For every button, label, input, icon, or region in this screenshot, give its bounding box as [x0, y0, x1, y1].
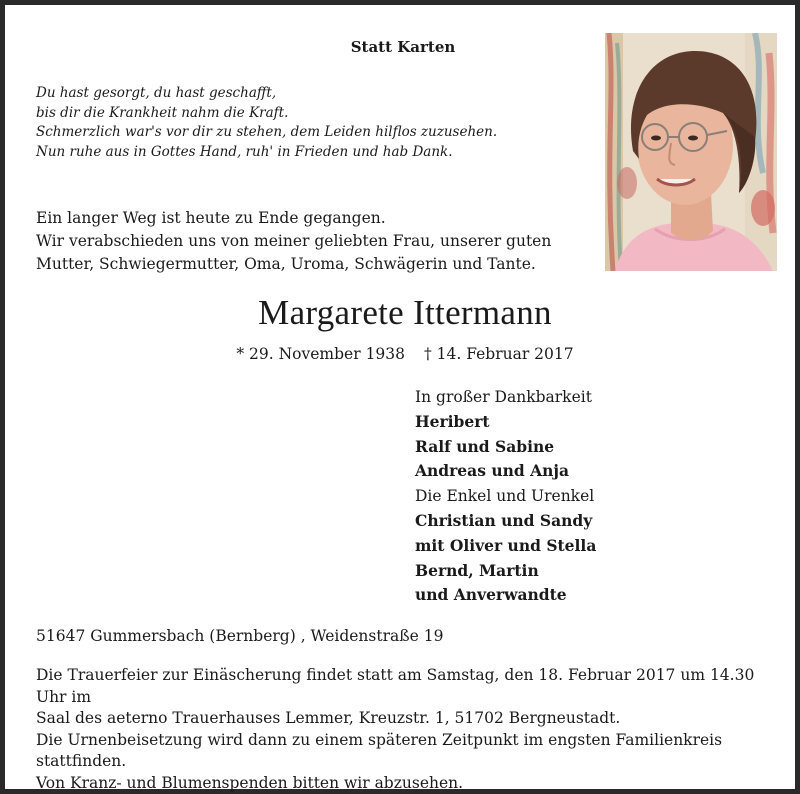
birth-date: * 29. November 1938: [236, 345, 406, 363]
intro-line: Ein langer Weg ist heute zu Ende gegangen.: [36, 209, 386, 227]
intro-line: Mutter, Schwiegermutter, Oma, Uroma, Schwägerin und Tante.: [36, 255, 536, 273]
notice-line: Von Kranz- und Blumenspenden bitten wir abzusehen.: [36, 773, 464, 792]
notice-line: stattfinden.: [36, 752, 127, 770]
heading: Statt Karten: [350, 38, 456, 56]
poem-line: Schmerzlich war's vor dir zu stehen, dem Leiden hilflos zuzusehen.: [36, 124, 498, 140]
poem-line: Nun ruhe aus in Gottes Hand, ruh' in Frieden und hab Dank.: [36, 143, 453, 160]
mourner-line: Andreas und Anja: [415, 461, 570, 481]
portrait-photo: [605, 33, 777, 271]
mourner-line: mit Oliver und Stella: [415, 535, 597, 555]
address: 51647 Gummersbach (Bernberg) , Weidenstraße 19: [36, 627, 444, 645]
deceased-name: Margarete Ittermann: [258, 293, 552, 332]
poem-line: bis dir die Krankheit nahm die Kraft.: [36, 104, 289, 121]
mourner-line: In großer Dankbarkeit: [415, 388, 592, 406]
intro-text: [36, 207, 551, 276]
mourner-line: Heribert: [415, 411, 490, 431]
mourner-line: und Anverwandte: [415, 585, 567, 605]
mourner-line: Bernd, Martin: [415, 560, 539, 580]
intro-line: Wir verabschieden uns von meiner geliebten Frau, unserer guten: [36, 232, 552, 250]
mourners-list: [415, 385, 596, 608]
portrait-image: [605, 33, 777, 271]
notice-line: Die Urnenbeisetzung wird dann zu einem späteren Zeitpunkt im engsten Familienkreis: [36, 730, 723, 749]
death-date: † 14. Februar 2017: [423, 345, 574, 363]
life-dates: [5, 345, 800, 363]
mourner-line: Christian und Sandy: [415, 510, 593, 530]
funeral-notice: [36, 665, 781, 794]
poem-line: Du hast gesorgt, du hast geschafft,: [36, 85, 277, 101]
mourner-line: Ralf und Sabine: [415, 436, 555, 456]
notice-line: Die Trauerfeier zur Einäscherung findet statt am Samstag, den 18. Februar 2017 um 14.30 Uhr im: [36, 666, 755, 706]
poem: [36, 84, 497, 162]
notice-line: Saal des aeterno Trauerhauses Lemmer, Kreuzstr. 1, 51702 Bergneustadt.: [36, 709, 621, 727]
mourner-line: Die Enkel und Urenkel: [415, 487, 595, 506]
